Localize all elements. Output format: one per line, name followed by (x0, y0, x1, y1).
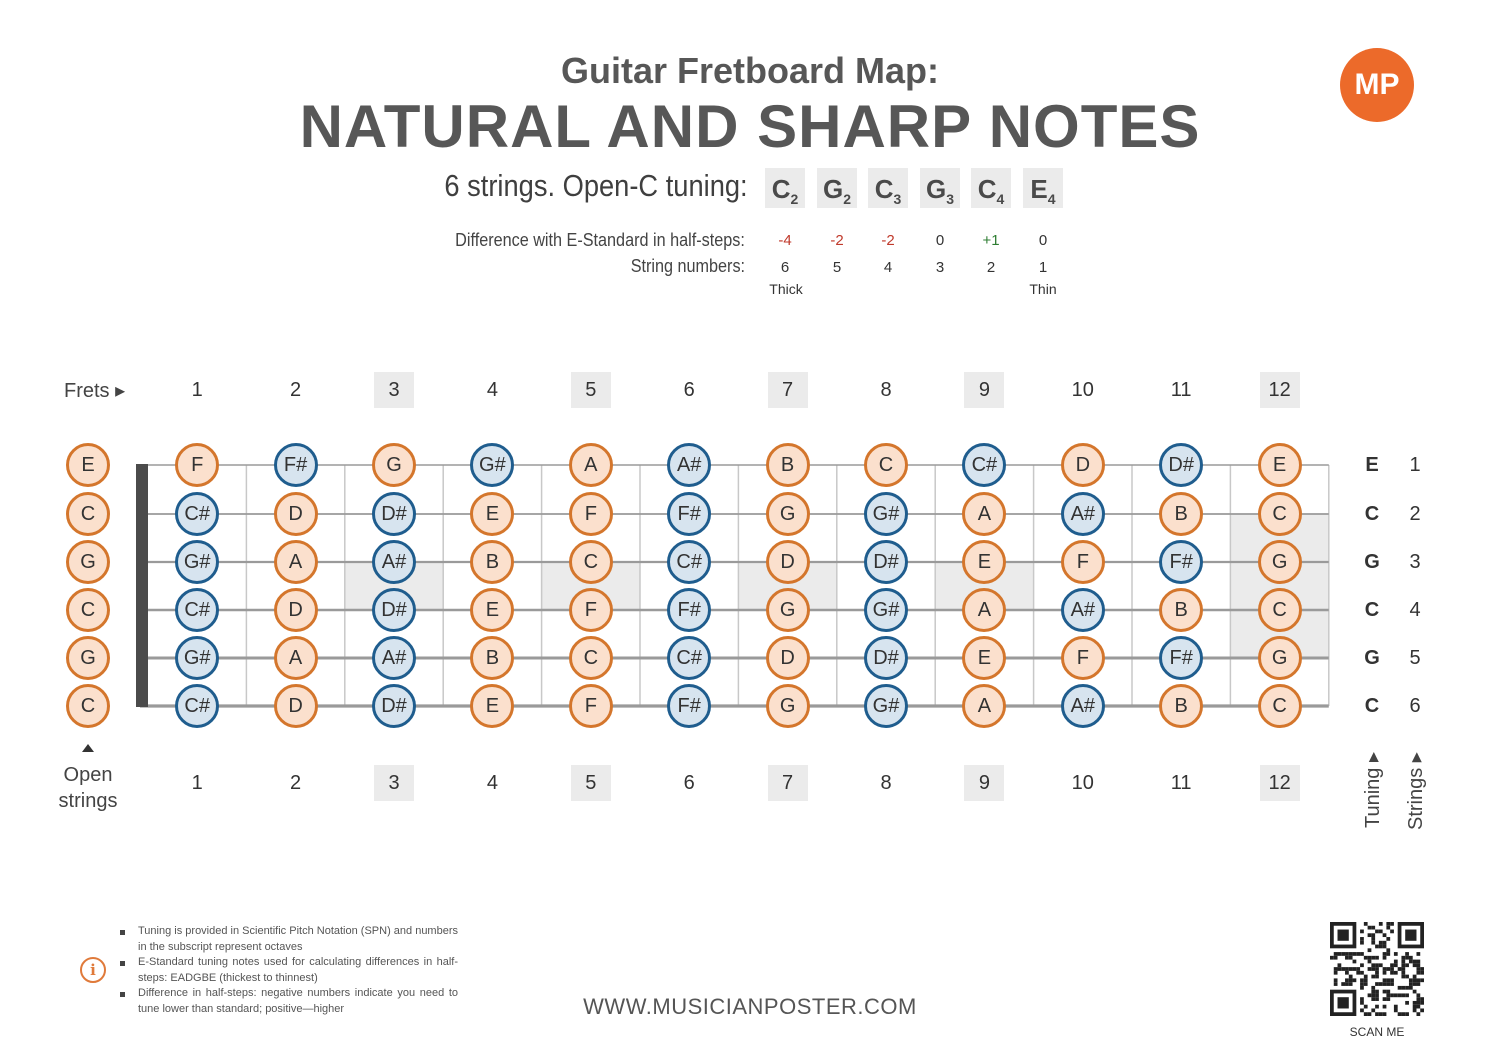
natural-note: B (1159, 492, 1203, 536)
sharp-note: F# (1159, 540, 1203, 584)
sharp-note: G# (175, 540, 219, 584)
fret-number: 11 (1170, 772, 1192, 794)
tuning-note: G (925, 174, 947, 204)
sharp-note: A# (1061, 684, 1105, 728)
tuning-octave: 3 (946, 191, 955, 208)
tuning-note-label: C (1364, 695, 1380, 717)
sharp-note: C# (667, 636, 711, 680)
natural-note: B (766, 443, 810, 487)
natural-note: B (1159, 588, 1203, 632)
sharp-note: A# (667, 443, 711, 487)
info-icon: i (80, 957, 106, 983)
fret-number: 12 (1260, 372, 1300, 408)
sharp-note: D# (864, 540, 908, 584)
tuning-note: C (771, 174, 791, 204)
natural-note: C (569, 636, 613, 680)
natural-note: F (569, 684, 613, 728)
half-step-difference: -2 (881, 232, 895, 249)
natural-note: F (569, 588, 613, 632)
sharp-note: D# (1159, 443, 1203, 487)
tuning-octave: 4 (1047, 191, 1056, 208)
fret-number: 6 (683, 772, 695, 794)
open-strings-label-line2: strings (58, 790, 118, 812)
natural-note: D (274, 684, 318, 728)
natural-note: E (470, 492, 514, 536)
natural-note: A (962, 492, 1006, 536)
natural-note: A (274, 540, 318, 584)
sharp-note: D# (372, 492, 416, 536)
string-number: 2 (986, 259, 996, 276)
sharp-note: D# (372, 684, 416, 728)
open-strings-label-line1: Open (63, 764, 113, 786)
tuning-note: C (874, 174, 894, 204)
fret-number: 6 (683, 379, 695, 401)
natural-note: D (766, 540, 810, 584)
open-strings-label (48, 762, 128, 814)
tuning-note: C (977, 174, 997, 204)
sharp-note: G# (864, 588, 908, 632)
tuning-label: 6 strings. Open-C tuning: (444, 168, 748, 203)
string-number-label: 5 (1409, 647, 1421, 669)
string-number: 1 (1038, 259, 1048, 276)
sharp-note: C# (175, 588, 219, 632)
natural-note: G (66, 540, 110, 584)
natural-note: C (1258, 684, 1302, 728)
page-subtitle: Guitar Fretboard Map: (560, 50, 940, 91)
fret-number: 1 (191, 379, 203, 401)
sharp-note: A# (1061, 492, 1105, 536)
string-number: 5 (832, 259, 842, 276)
sharp-note: D# (864, 636, 908, 680)
tuning-octave: 2 (843, 191, 852, 208)
string-number-label: 1 (1409, 454, 1421, 476)
string-number: 6 (780, 259, 790, 276)
tuning-vertical-label: Tuning ▸ (1362, 751, 1384, 828)
natural-note: F (175, 443, 219, 487)
sharp-note: G# (470, 443, 514, 487)
sharp-note: A# (372, 636, 416, 680)
natural-note: F (1061, 540, 1105, 584)
sharp-note: F# (667, 588, 711, 632)
sharp-note: G# (864, 684, 908, 728)
natural-note: G (766, 684, 810, 728)
natural-note: C (1258, 492, 1302, 536)
natural-note: B (470, 636, 514, 680)
fret-number: 5 (571, 765, 611, 801)
natural-note: E (962, 540, 1006, 584)
natural-note: D (766, 636, 810, 680)
natural-note: G (766, 492, 810, 536)
fret-number: 7 (768, 372, 808, 408)
natural-note: G (1258, 636, 1302, 680)
frets-label: Frets ▸ (64, 380, 126, 402)
sharp-note: A# (1061, 588, 1105, 632)
sharp-note: A# (372, 540, 416, 584)
half-step-difference: -2 (830, 232, 844, 249)
strings-vertical-label: Strings ▸ (1405, 752, 1427, 830)
tuning-note-label: C (1364, 599, 1380, 621)
tuning-octave: 2 (790, 191, 799, 208)
tuning-note: G (822, 174, 844, 204)
natural-note: E (66, 443, 110, 487)
qr-code-icon (1330, 922, 1424, 1016)
natural-note: E (470, 588, 514, 632)
string-number-label: 6 (1409, 695, 1421, 717)
natural-note: G (66, 636, 110, 680)
natural-note: G (372, 443, 416, 487)
website-link[interactable]: WWW.MUSICIANPOSTER.COM (583, 994, 917, 1019)
tuning-note: E (1030, 174, 1048, 204)
fret-number: 1 (191, 772, 203, 794)
sharp-note: C# (667, 540, 711, 584)
sharp-note: F# (274, 443, 318, 487)
natural-note: F (1061, 636, 1105, 680)
fret-number: 4 (486, 772, 498, 794)
natural-note: C (66, 492, 110, 536)
natural-note: A (962, 684, 1006, 728)
half-step-difference: +1 (982, 232, 1000, 249)
tuning-note-label: G (1364, 647, 1380, 669)
half-step-difference: -4 (778, 232, 792, 249)
sharp-note: C# (175, 492, 219, 536)
string-number-label: 3 (1409, 551, 1421, 573)
fret-number: 8 (880, 772, 892, 794)
sharp-note: F# (667, 492, 711, 536)
natural-note: B (1159, 684, 1203, 728)
string-number-label: 2 (1409, 503, 1421, 525)
string-numbers-label: String numbers: (630, 256, 745, 276)
fret-number: 3 (374, 372, 414, 408)
sharp-note: F# (667, 684, 711, 728)
sharp-note: D# (372, 588, 416, 632)
natural-note: F (569, 492, 613, 536)
tuning-octave: 4 (996, 191, 1005, 208)
natural-note: B (470, 540, 514, 584)
thin-label: Thin (1029, 281, 1057, 297)
sharp-note: G# (864, 492, 908, 536)
natural-note: E (962, 636, 1006, 680)
fret-number: 9 (964, 765, 1004, 801)
fret-number: 10 (1071, 379, 1094, 401)
footer-note: E-Standard tuning notes used for calculating differences in half-steps: EADGBE (thickest to thinnest) (118, 955, 458, 986)
fret-number: 2 (290, 379, 302, 401)
natural-note: E (470, 684, 514, 728)
fret-number: 10 (1071, 772, 1094, 794)
tuning-note-label: C (1364, 503, 1380, 525)
tuning-note-label: E (1365, 454, 1379, 476)
sharp-note: C# (962, 443, 1006, 487)
brand-logo: MP (1340, 48, 1414, 122)
difference-label: Difference with E-Standard in half-steps: (455, 230, 745, 250)
string-number-label: 4 (1409, 599, 1421, 621)
natural-note: A (274, 636, 318, 680)
fret-number: 7 (768, 765, 808, 801)
natural-note: D (274, 588, 318, 632)
page-title: NATURAL AND SHARP NOTES (299, 93, 1201, 160)
fret-number: 9 (964, 372, 1004, 408)
natural-note: D (1061, 443, 1105, 487)
natural-note: C (864, 443, 908, 487)
string-number: 3 (935, 259, 945, 276)
thick-label: Thick (769, 281, 803, 297)
half-step-difference: 0 (1038, 232, 1048, 249)
natural-note: G (1258, 540, 1302, 584)
natural-note: A (569, 443, 613, 487)
fret-number: 12 (1260, 765, 1300, 801)
natural-note: D (274, 492, 318, 536)
natural-note: C (66, 684, 110, 728)
natural-note: A (962, 588, 1006, 632)
tuning-octave: 3 (893, 191, 902, 208)
fret-number: 11 (1170, 379, 1192, 401)
sharp-note: C# (175, 684, 219, 728)
string-number: 4 (883, 259, 893, 276)
footer-note: Difference in half-steps: negative numbers indicate you need to tune lower than standard; positive—higher (118, 986, 458, 1017)
natural-note: C (569, 540, 613, 584)
scan-me-label: SCAN ME (1349, 1025, 1405, 1039)
fret-number: 8 (880, 379, 892, 401)
tuning-note-label: G (1364, 551, 1380, 573)
fret-number: 2 (290, 772, 302, 794)
natural-note: G (766, 588, 810, 632)
fret-number: 3 (374, 765, 414, 801)
fret-number: 5 (571, 372, 611, 408)
open-strings-arrow-icon (82, 744, 94, 752)
guitar-nut (136, 464, 148, 707)
half-step-difference: 0 (935, 232, 945, 249)
sharp-note: F# (1159, 636, 1203, 680)
natural-note: C (66, 588, 110, 632)
natural-note: C (1258, 588, 1302, 632)
fret-number: 4 (486, 379, 498, 401)
sharp-note: G# (175, 636, 219, 680)
footer-note: Tuning is provided in Scientific Pitch Notation (SPN) and numbers in the subscript represent octaves (118, 924, 458, 955)
natural-note: E (1258, 443, 1302, 487)
